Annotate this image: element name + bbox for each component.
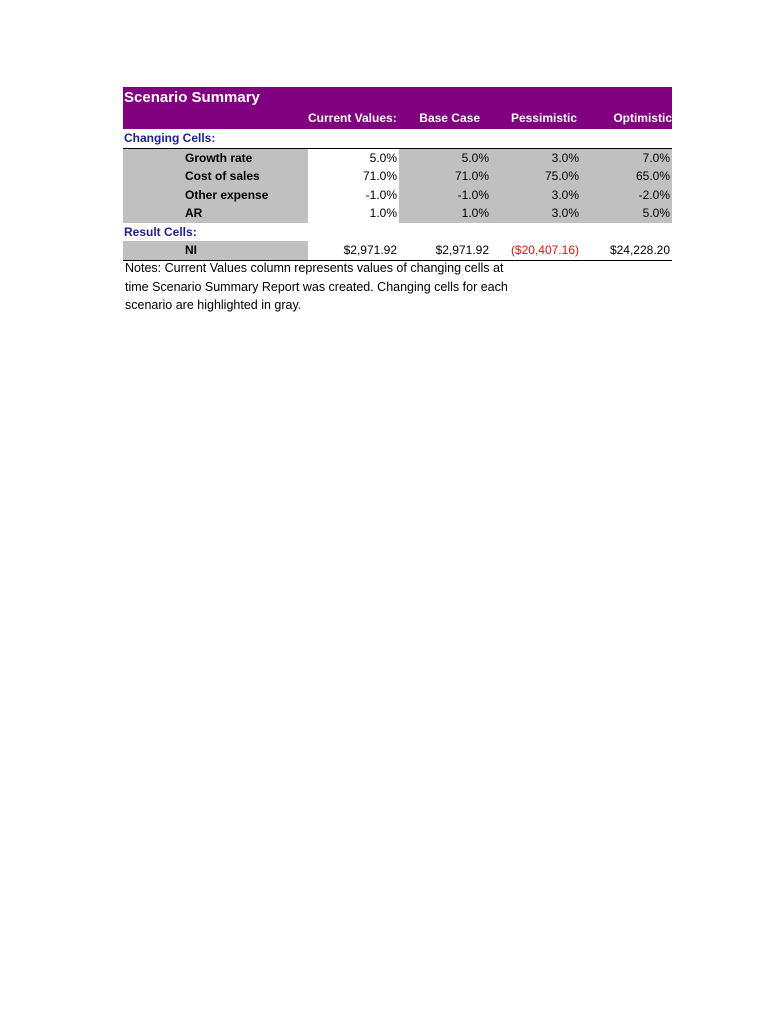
row-label: NI [185,243,197,257]
cell-value: 71.0% [362,169,397,183]
result-cells-label: Result Cells: [124,224,197,239]
column-header-base: Base Case [419,111,480,125]
cell-value: -1.0% [365,187,397,202]
cell-value: 1.0% [369,206,397,220]
table-row [123,241,672,261]
result-cells-row [123,223,672,242]
cell-value: $24,228.20 [609,243,670,257]
cell-value-negative: ($20,407.16) [510,243,579,257]
cell-value: 5.0% [399,149,491,168]
row-label: Growth rate [185,150,253,165]
cell-value: -1.0% [399,186,491,205]
table-row [123,148,672,168]
scenario-summary-sheet [123,87,672,261]
column-header-pessimistic: Pessimistic [510,111,577,125]
cell-value: 71.0% [399,167,491,186]
cell-value: 3.0% [491,204,581,223]
notes [125,259,525,315]
changing-cells-label: Changing Cells: [124,131,216,145]
cell-value: 7.0% [581,149,672,168]
title-row [123,87,672,109]
cell-value: 3.0% [491,186,581,205]
column-header-optimistic: Optimistic [613,111,672,125]
cell-value: 75.0% [491,167,581,186]
row-label: Other expense [185,187,269,202]
table-row [123,204,672,223]
table-row [123,167,672,186]
cell-value: 5.0% [581,204,672,223]
notes-line: Notes: Current Values column represents values of changing cells at [125,261,504,275]
cell-value: 3.0% [491,149,581,168]
cell-value: $2,971.92 [435,243,489,257]
cell-value: -2.0% [581,186,672,205]
sheet-title: Scenario Summary [124,89,260,106]
row-label: AR [185,206,203,220]
changing-cells-row [123,129,672,148]
row-label: Cost of sales [185,169,260,183]
table-row [123,186,672,205]
cell-value: 5.0% [369,150,397,165]
column-header-current: Current Values: [308,111,397,125]
cell-value: 1.0% [399,204,491,223]
column-header-row [123,109,672,129]
notes-line: time Scenario Summary Report was created. Changing cells for each [125,279,508,294]
cell-value: $2,971.92 [343,243,397,257]
notes-line: scenario are highlighted in gray. [125,298,302,312]
cell-value: 65.0% [581,167,672,186]
